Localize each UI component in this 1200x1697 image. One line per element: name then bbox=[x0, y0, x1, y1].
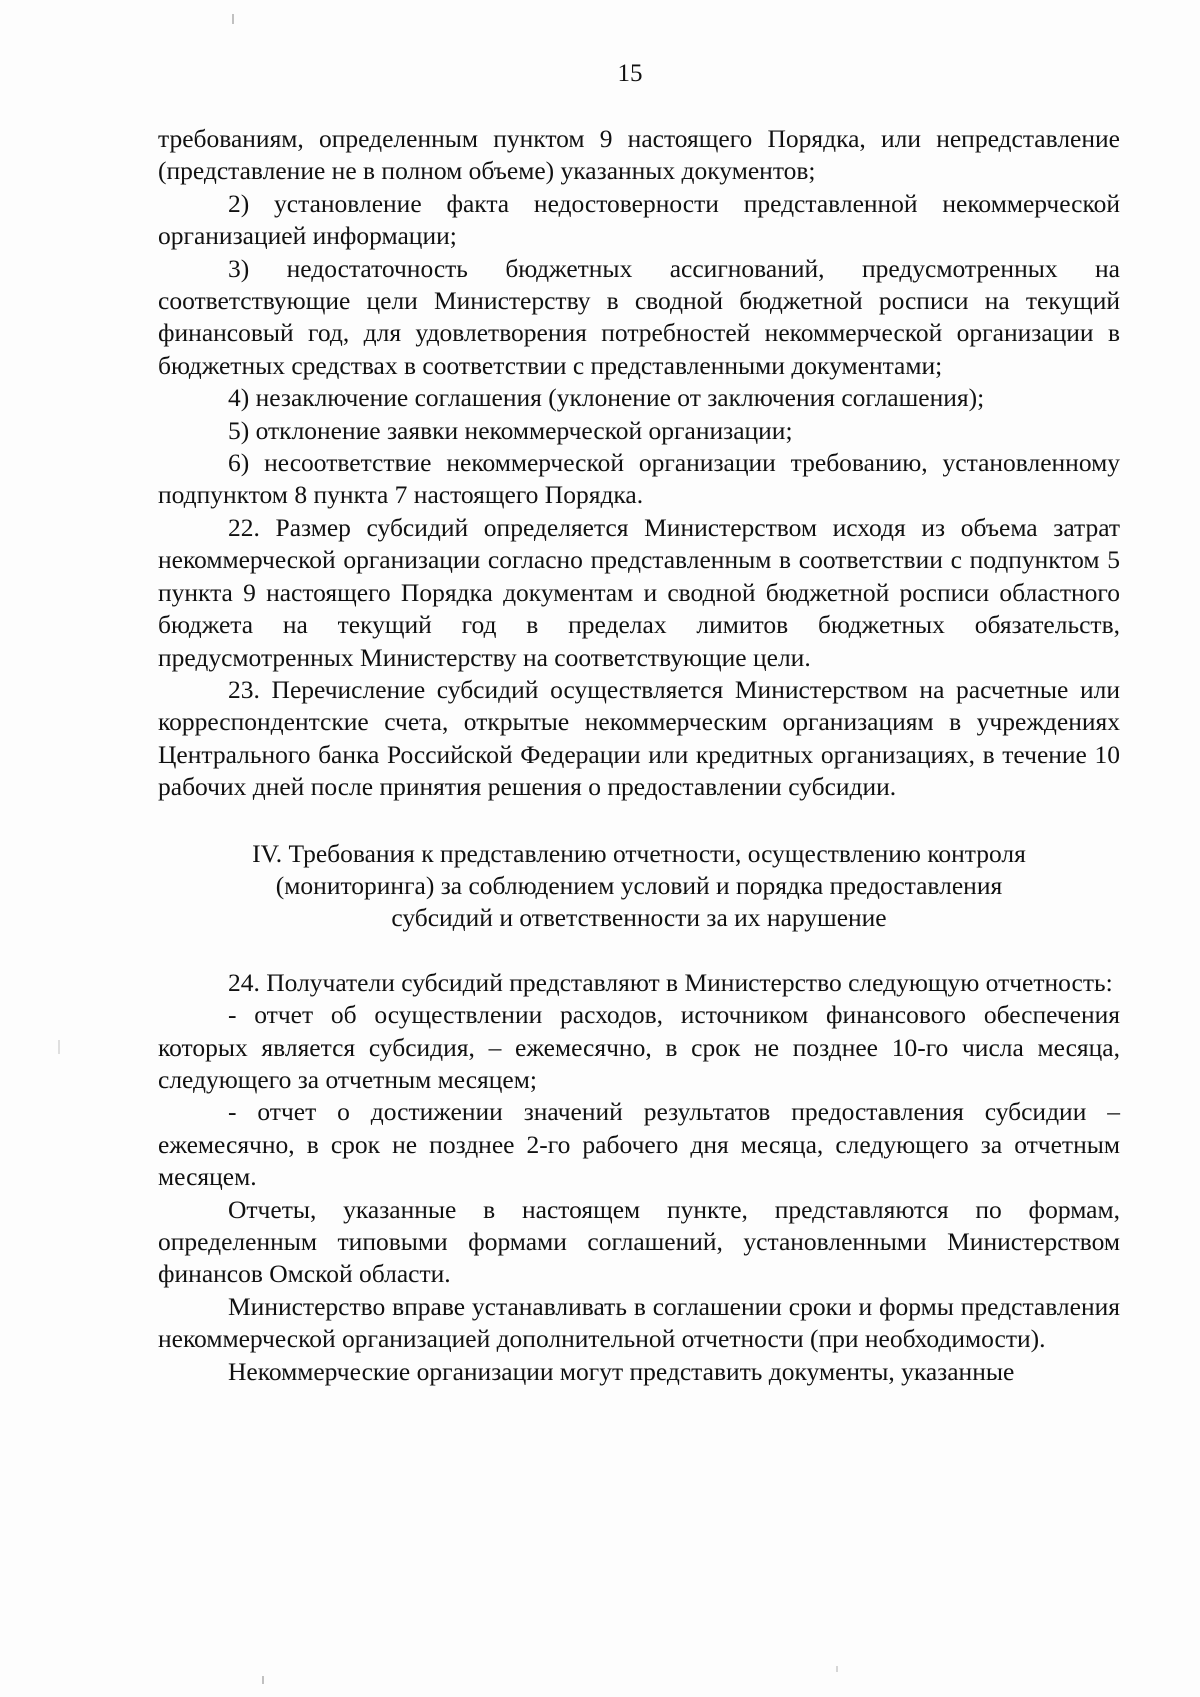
document-body bbox=[158, 123, 1120, 1388]
paragraph: 6) несоответствие некоммерческой организации требованию, установленному подпунктом 8 пункта 7 настоящего Порядка. bbox=[158, 448, 1120, 510]
section-heading-line: (мониторинга) за соблюдением условий и порядка предоставления bbox=[275, 870, 1003, 900]
paragraph: Некоммерческие организации могут представить документы, указанные bbox=[228, 1356, 1015, 1386]
paragraph: 5) отклонение заявки некоммерческой организации; bbox=[228, 415, 793, 445]
scan-speck bbox=[232, 14, 234, 24]
paragraph: 2) установление факта недостоверности представленной некоммерческой организацией информации; bbox=[158, 188, 1120, 251]
scan-speck bbox=[262, 1676, 264, 1684]
scan-speck bbox=[58, 1040, 60, 1054]
paragraph: 3) недостаточность бюджетных ассигнований, предусмотренных на соответствующие цели Министерству в сводной бюджетной росписи на текущий финансовый год, для удовлетворения потребностей некоммерческой организации в бюджетных средствах в соответствии с представленными документами; bbox=[158, 253, 1120, 380]
paragraph: - отчет об осуществлении расходов, источником финансового обеспечения которых является субсидия, – ежемесячно, в срок не позднее 10-го числа месяца, следующего за отчетным месяцем; bbox=[158, 1000, 1120, 1094]
paragraph: требованиям, определенным пунктом 9 настоящего Порядка, или непредставление (представление не в полном объеме) указанных документов; bbox=[158, 124, 1120, 186]
paragraph: Министерство вправе устанавливать в соглашении сроки и формы представления некоммерческой организацией дополнительной отчетности (при необходимости). bbox=[158, 1291, 1120, 1354]
paragraph: 24. Получатели субсидий представляют в Министерство следующую отчетность: bbox=[228, 967, 1113, 997]
section-heading-line: субсидий и ответственности за их нарушение bbox=[391, 903, 887, 933]
page-number: 15 bbox=[617, 60, 643, 87]
section-heading bbox=[198, 838, 1080, 935]
scan-speck bbox=[836, 1666, 838, 1672]
paragraph: 22. Размер субсидий определяется Министерством исходя из объема затрат некоммерческой организации согласно представленным в соответствии с подпунктом 5 пункта 9 настоящего Порядка документам и сводной бюджетной росписи областного бюджета на текущий год в пределах лимитов бюджетных обязательств, предусмотренных Министерству на соответствующие цели. bbox=[158, 512, 1120, 672]
section-heading-line: IV. Требования к представлению отчетности, осуществлению контроля bbox=[252, 838, 1026, 868]
paragraph: 4) незаключение соглашения (уклонение от заключения соглашения); bbox=[228, 383, 985, 413]
paragraph: Отчеты, указанные в настоящем пункте, представляются по формам, определенным типовыми формами соглашений, установленными Министерством финансов Омской области. bbox=[158, 1194, 1120, 1289]
paragraph: - отчет о достижении значений результатов предоставления субсидии – ежемесячно, в срок не позднее 2-го рабочего дня месяца, следующего за отчетным месяцем. bbox=[158, 1097, 1120, 1192]
paragraph: 23. Перечисление субсидий осуществляется Министерством на расчетные или корреспондентские счета, открытые некоммерческим организациям в учреждениях Центрального банка Российской Федерации или кредитных организациях, в течение 10 рабочих дней после принятия решения о предоставлении субсидии. bbox=[158, 674, 1120, 802]
